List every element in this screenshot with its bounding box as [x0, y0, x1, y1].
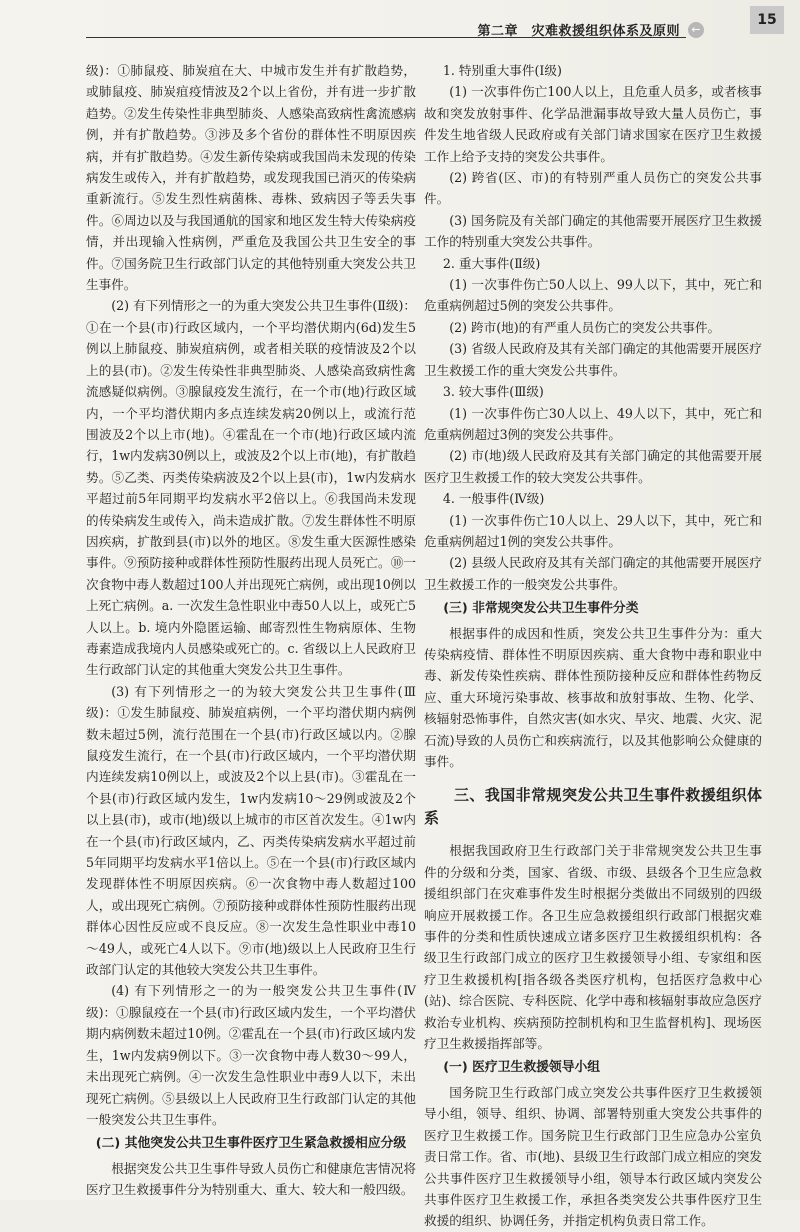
paragraph: (3) 有下列情形之一的为较大突发公共卫生事件(Ⅲ级)：①发生肺鼠疫、肺炭疽病例，一个平均潜伏期内病例数未超过5例，流行范围在一个县(市)行政区域以内。②腺鼠疫发生流行，在一个县(市)行政区域内，一个平均潜伏期内连续发病10例以上，或波及2个以上县(市)。③霍乱在一个县(市)行政区域内发生，1w内发病10～29例或波及2个以上县(市)，或市(地)级以上城市的市区首次发生。④1w内在一个县(市)行政区域内，乙、丙类传染病发病水平超过前5年同期平均发病水平1倍以上。⑤在一个县(市)行政区域内发现群体性不明原因疾病。⑥一次食物中毒人数超过100人，或出现死亡病例。⑦预防接种或群体性预防性服药出现群体心因性反应或不良反应。⑧一次发生急性职业中毒10～49人，或死亡4人以下。⑨市(地)级以上人民政府卫生行政部门认定的其他较大突发公共卫生事件。 — [86, 683, 416, 978]
paragraph: (4) 有下列情形之一的为一般突发公共卫生事件(Ⅳ级)：①腺鼠疫在一个县(市)行政区域内发生，一个平均潜伏期内病例数未超过10例。②霍乱在一个县(市)行政区域内发生，1w内发病9例以下。③一次食物中毒人数30～99人，未出现死亡病例。④一次发生急性职业中毒9人以下，未出现死亡病例。⑤县级以上人民政府卫生行政部门认定的其他一般突发公共卫生事件。 — [86, 983, 416, 1127]
left-column — [86, 60, 416, 1201]
level-heading: 2. 重大事件(Ⅱ级) — [442, 255, 541, 271]
paragraph: (2) 跨市(地)的有严重人员伤亡的突发公共事件。 — [449, 319, 721, 335]
paragraph: 根据事件的成因和性质，突发公共卫生事件分为：重大传染病疫情、群体性不明原因疾病、重大食物中毒和职业中毒、新发传染性疾病、群体性预防接种反应和群体性药物反应、重大环境污染事故、核事故和放射事故、生物、化学、核辐射恐怖事件，自然灾害(如水灾、旱灾、地震、火灾、泥石流)导致的人员伤亡和疾病流行，以及其他影响公众健康的事件。 — [424, 625, 762, 769]
paragraph: (3) 国务院及有关部门确定的其他需要开展医疗卫生救援工作的特别重大突发公共事件。 — [424, 212, 762, 250]
paragraph: (1) 一次事件伤亡10人以上、29人以下，其中，死亡和危重病例超过1例的突发公共事件。 — [424, 512, 762, 549]
paragraph: (1) 一次事件伤亡50人以上、99人以下，其中，死亡和危重病例超过5例的突发公共事件。 — [424, 277, 762, 314]
paragraph: (1) 一次事件伤亡30人以上、49人以下，其中，死亡和危重病例超过3例的突发公共事件。 — [424, 405, 762, 442]
paragraph: 国务院卫生行政部门成立突发公共事件医疗卫生救援领导小组，领导、组织、协调、部署特别重大突发公共事件的医疗卫生救援工作。国务院卫生行政部门卫生应急办公室负责日常工作。省、市(地)、县级卫生行政部门成立相应的突发公共事件医疗卫生救援领导小组，领导本行政区域内突发公共事件医疗卫生救援工作，承担各类突发公共事件医疗卫生救援的组织、协调任务，并指定机构负责日常工作。 — [424, 1084, 762, 1229]
level-heading: 1. 特别重大事件(Ⅰ级) — [442, 63, 562, 78]
right-column — [424, 60, 762, 1232]
arrow-left-icon: ← — [688, 22, 704, 38]
paragraph: (2) 市(地)级人民政府及其有关部门确定的其他需要开展医疗卫生救援工作的较大突发公共事件。 — [424, 448, 762, 485]
section-heading: 三、我国非常规突发公共卫生事件救援组织体系 — [424, 786, 762, 828]
paragraph: (3) 省级人民政府及其有关部门确定的其他需要开展医疗卫生救援工作的重大突发公共事件。 — [424, 341, 762, 378]
level-heading: 3. 较大事件(Ⅲ级) — [442, 384, 544, 400]
chapter-title: 第二章 灾难救援组织体系及原则 — [477, 24, 680, 39]
paragraph: (2) 县级人民政府及其有关部门确定的其他需要开展医疗卫生救援工作的一般突发公共事件。 — [424, 555, 762, 592]
subsection-heading: (二) 其他突发公共卫生事件医疗卫生紧急救援相应分级 — [95, 1136, 407, 1152]
page-number: 15 — [750, 6, 784, 34]
paragraph: (2) 有下列情形之一的为重大突发公共卫生事件(Ⅱ级)：①在一个县(市)行政区域内，一个平均潜伏期内(6d)发生5例以上肺鼠疫、肺炭疽病例，或者相关联的疫情波及2个以上的县(市)。②发生传染性非典型肺炎、人感染高致病性禽流感疑似病例。③腺鼠疫发生流行，在一个市(地)行政区域内，一个平均潜伏期内多点连续发病20例以上，或流行范围波及2个以上市(地)。④霍乱在一个市(地)行政区域内流行，1w内发病30例以上，或波及2个以上市(地)，有扩散趋势。⑤乙类、丙类传染病波及2个以上县(市)，1w内发病水平超过前5年同期平均发病水平2倍以上。⑥我国尚未发现的传染病发生或传入，尚未造成扩散。⑦发生群体性不明原因疾病，扩散到县(市)以外的地区。⑧发生重大医源性感染事件。⑨预防接种或群体性预防性服药出现人员死亡。⑩一次食物中毒人数超过100人并出现死亡病例，或出现10例以上死亡病例。a. 一次发生急性职业中毒50人以上，或死亡5人以上。b. 境内外隐匿运输、邮寄烈性生物病原体、生物毒素造成我境内人员感染或死亡的。c. 省级以上人民政府卫生行政部门认定的其他重大突发公共卫生事件。 — [86, 298, 416, 678]
paragraph: (1) 一次事件伤亡100人以上，且危重人员多，或者核事故和突发放射事件、化学品泄漏事故导致大量人员伤亡，事件发生地省级人民政府或有关部门请求国家在医疗卫生救援工作上给予支持的突发公共事件。 — [424, 84, 762, 164]
subsection-heading: (一) 医疗卫生救援领导小组 — [443, 1060, 601, 1076]
paragraph: 根据突发公共卫生事件导致人员伤亡和健康危害情况将医疗卫生救援事件分为特别重大、重大、较大和一般四级。 — [86, 1160, 416, 1198]
paragraph: 根据我国政府卫生行政部门关于非常规突发公共卫生事件的分级和分类，国家、省级、市级、县级各个卫生应急救援组织部门在灾难事件发生时根据分类做出不同级别的四级响应开展救援工作。各卫生应急救援组织行政部门根据灾难事件的分类和性质快速成立诸多医疗卫生救援组织机构：各级卫生行政部门成立的医疗卫生救援领导小组、专家组和医疗卫生救援机构[指各级各类医疗机构，包括医疗急救中心(站)、综合医院、专科医院、化学中毒和核辐射事故应急医疗救治专业机构、疾病预防控制机构和卫生监督机构]、现场医疗卫生救援指挥部等。 — [424, 843, 762, 1052]
subsection-heading: (三) 非常规突发公共卫生事件分类 — [443, 601, 639, 617]
running-header — [86, 0, 760, 44]
paragraph: 级)：①肺鼠疫、肺炭疽在大、中城市发生并有扩散趋势，或肺鼠疫、肺炭疽疫情波及2个以上省份，并有进一步扩散趋势。②发生传染性非典型肺炎、人感染高致病性禽流感病例，并有扩散趋势。③涉及多个省份的群体性不明原因疾病，并有扩散趋势。④发生新传染病或我国尚未发现的传染病发生或传入，并有扩散趋势，或发现我国已消灭的传染病重新流行。⑤发生烈性病菌株、毒株、致病因子等丢失事件。⑥周边以及与我国通航的国家和地区发生特大传染病疫情，并出现输入性病例，严重危及我国公共卫生安全的事件。⑦国务院卫生行政部门认定的其他特别重大突发公共卫生事件。 — [86, 63, 416, 293]
paragraph: (2) 跨省(区、市)的有特别严重人员伤亡的突发公共事件。 — [424, 170, 762, 207]
level-heading: 4. 一般事件(Ⅳ级) — [442, 491, 545, 507]
